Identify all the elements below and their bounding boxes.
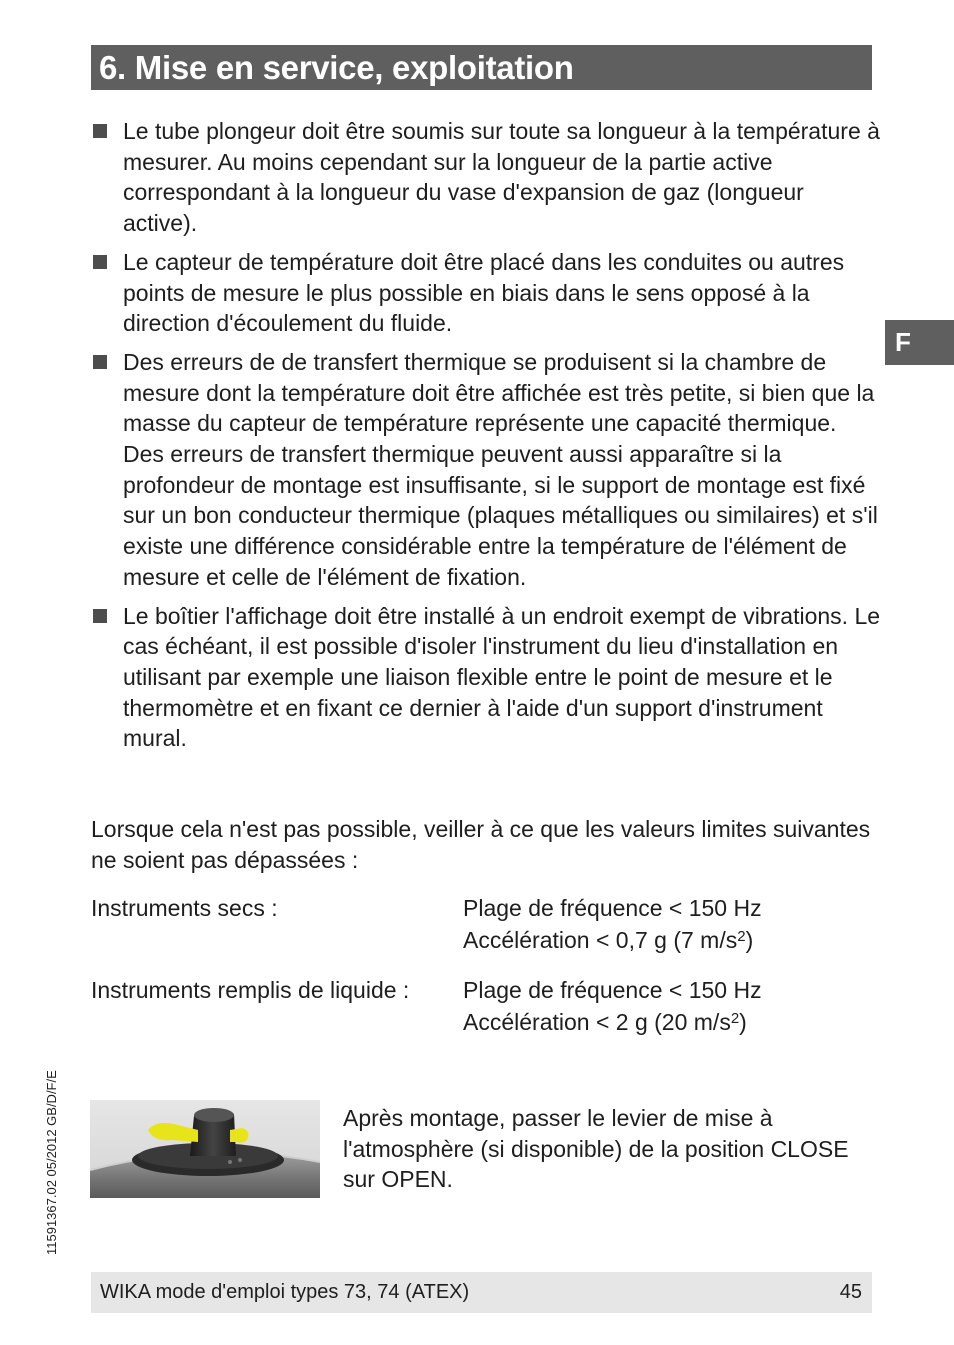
language-tab: F — [885, 320, 954, 365]
bullet-item — [91, 116, 881, 239]
footer-title: WIKA mode d'emploi types 73, 74 (ATEX) — [100, 1281, 470, 1303]
bullet-text: Des erreurs de de transfert thermique se produisent si la chambre de mesure dont la température doit être affichée est très petite, si bien que la masse du capteur de température représente une capacité thermique. Des erreurs de transfert thermique peuvent aussi apparaître si la profondeur de montage est insuffisante, si le support de montage est fixé sur un bon conducteur thermique (plaques métalliques ou similaires) et s'il existe une différence considérable entre la température de l'élément de mesure et celle de l'élément de fixation. — [123, 348, 878, 590]
bullet-item — [91, 601, 881, 755]
bullet-item — [91, 247, 881, 339]
limits-intro: Lorsque cela n'est pas possible, veiller à ce que les valeurs limites suivantes ne soient pas dépassées : — [91, 816, 871, 873]
exponent: 2 — [737, 927, 746, 945]
acceleration-limit — [463, 1007, 762, 1039]
vent-lever-illustration — [90, 1100, 320, 1198]
acceleration-close: ) — [745, 926, 754, 953]
spec-values — [463, 975, 762, 1038]
square-bullet-icon — [93, 355, 107, 369]
vent-lever-photo — [90, 1100, 320, 1198]
document-code: 11591367.02 05/2012 GB/D/F/E — [44, 1070, 59, 1255]
page-footer — [91, 1272, 872, 1313]
acceleration-text: Accélération < 2 g (20 m/s — [463, 1008, 731, 1035]
spec-values — [463, 893, 762, 956]
frequency-limit: Plage de fréquence < 150 Hz — [463, 895, 762, 921]
exponent: 2 — [730, 1009, 740, 1027]
vent-lever-instruction: Après montage, passer le levier de mise à l'atmosphère (si disponible) de la position CLOSE sur OPEN. — [343, 1105, 849, 1193]
acceleration-limit — [463, 925, 762, 957]
spec-label: Instruments remplis de liquide : — [91, 977, 410, 1003]
bullet-item — [91, 347, 881, 593]
page-number: 45 — [839, 1281, 862, 1303]
bullet-text: Le tube plongeur doit être soumis sur toute sa longueur à la température à mesurer. Au moins cependant sur la longueur de la partie active correspondant à la longueur du vase d'expansion de gaz (longueur active). — [123, 118, 880, 237]
frequency-limit: Plage de fréquence < 150 Hz — [463, 977, 762, 1003]
section-title: 6. Mise en service, exploitation — [99, 49, 574, 86]
square-bullet-icon — [93, 255, 107, 269]
acceleration-text: Accélération < 0,7 g (7 m/s — [463, 926, 738, 953]
square-bullet-icon — [93, 124, 107, 138]
bullet-list — [91, 116, 881, 762]
section-header — [91, 45, 872, 90]
acceleration-close: ) — [739, 1008, 747, 1035]
bullet-text: Le boîtier l'affichage doit être installé à un endroit exempt de vibrations. Le cas échéant, il est possible d'isoler l'instrument du lieu d'installation en utilisant par exemple une liaison flexible entre le point de mesure et le thermomètre et en fixant ce dernier à l'aide d'un support d'instrument mural. — [123, 602, 881, 752]
bullet-text: Le capteur de température doit être placé dans les conduites ou autres points de mesure le plus possible en biais dans le sens opposé à la direction d'écoulement du fluide. — [123, 248, 845, 337]
spec-label: Instruments secs : — [91, 895, 278, 921]
square-bullet-icon — [93, 609, 107, 623]
